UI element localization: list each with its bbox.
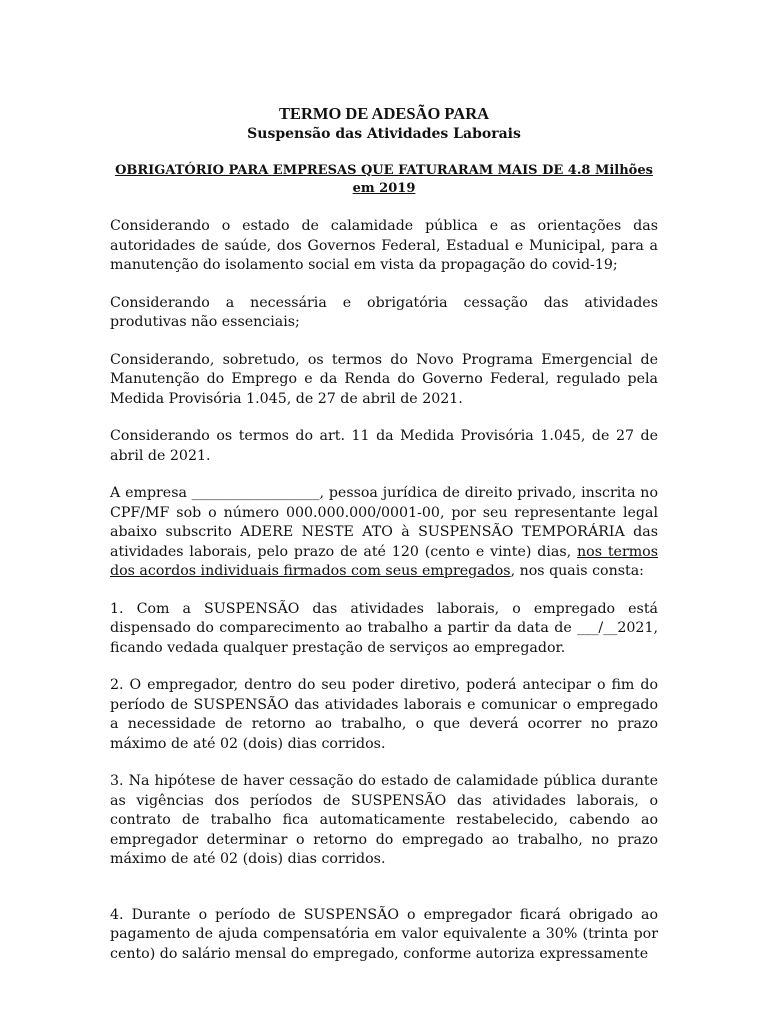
paragraph-calamity: Considerando o estado de calamidade pública e as orientações das autoridades de saúde, dos Governos Federal, Estadual e Municipal, para a manutenção do isolamento social em vista da propagação do covid-19; — [110, 218, 658, 273]
paragraph-adhesion — [110, 484, 658, 582]
adhesion-text-end: , nos quais consta: — [510, 563, 644, 579]
adhesion-text-start: A empresa __________________, pessoa jurídica de direito privado, inscrita no CPF/MF sob o número 000.000.000/0001-00, por seu representante legal abaixo subscrito ADERE NESTE ATO à SUSPENSÃO TEMPORÁRIA das atividades laborais, pelo prazo de até 120 (cento e vinte) dias, — [110, 485, 658, 560]
clause-4: 4. Durante o período de SUSPENSÃO o empregador ficará obrigado ao pagamento de ajuda compensatória em valor equivalente a 30% (trinta por cento) do salário mensal do empregado, conforme autoriza expressamente — [110, 906, 658, 962]
document-title: TERMO DE ADESÃO PARA — [278, 104, 490, 123]
paragraph-program: Considerando, sobretudo, os termos do Novo Programa Emergencial de Manutenção do Emprego e da Renda do Governo Federal, regulado pela Medida Provisória 1.045, de 27 de abril de 2021. — [110, 351, 658, 407]
clause-1: 1. Com a SUSPENSÃO das atividades laborais, o empregado está dispensado do comparecimento ao trabalho a partir da data de ___/__2021, ficando vedada qualquer prestação de serviços ao empregador. — [110, 600, 658, 656]
clause-3: 3. Na hipótese de haver cessação do estado de calamidade pública durante as vigências dos períodos de SUSPENSÃO das atividades laborais, o contrato de trabalho fica automaticamente restabelecido, cabendo ao empregador determinar o retorno do empregado ao trabalho, no prazo máximo de até 02 (dois) dias corridos. — [110, 773, 658, 867]
paragraph-article: Considerando os termos do art. 11 da Medida Provisória 1.045, de 27 de abril de 2021. — [110, 428, 658, 464]
paragraph-cessation: Considerando a necessária e obrigatória cessação das atividades produtivas não essenciais; — [110, 294, 658, 330]
clause-2: 2. O empregador, dentro do seu poder diretivo, poderá antecipar o fim do período de SUSPENSÃO das atividades laborais e comunicar o empregado a necessidade de retorno ao trabalho, o que deverá ocorrer no prazo máximo de até 02 (dois) dias corridos. — [110, 677, 658, 752]
document-page — [110, 104, 658, 964]
mandatory-notice: OBRIGATÓRIO PARA EMPRESAS QUE FATURARAM MAIS DE 4.8 Milhões em 2019 — [115, 163, 653, 196]
adhesion-underlined-text: nos termos dos acordos individuais firmados com seus empregados — [110, 543, 659, 579]
document-subtitle: Suspensão das Atividades Laborais — [247, 126, 521, 142]
